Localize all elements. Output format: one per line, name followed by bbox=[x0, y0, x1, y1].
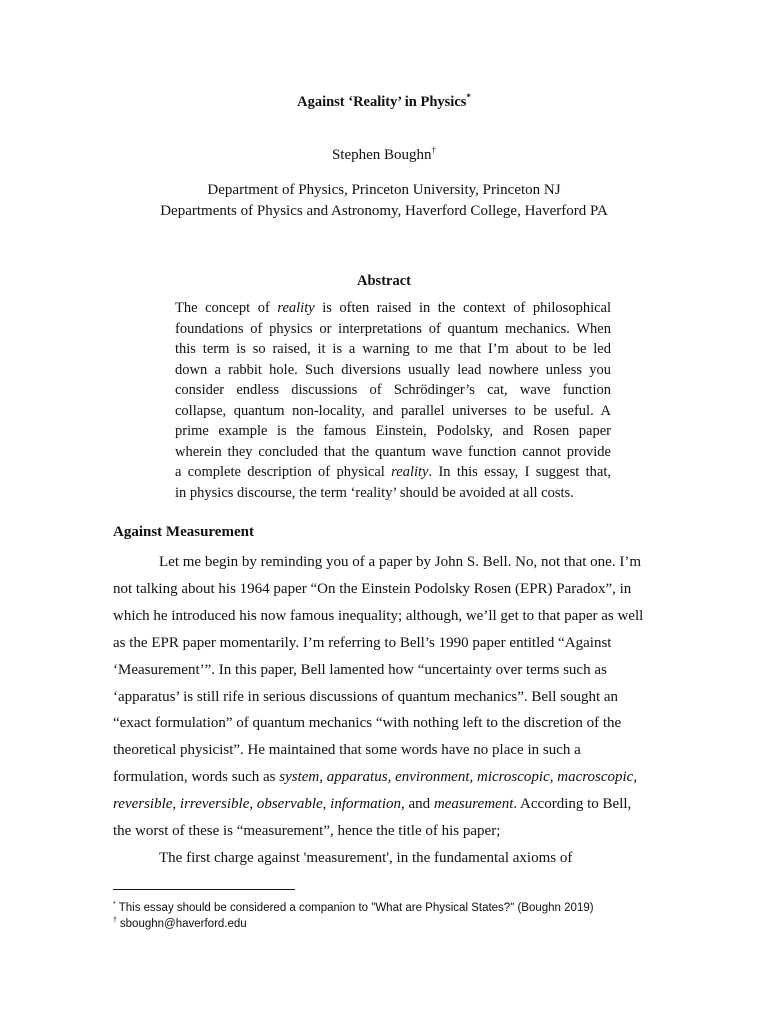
italic-text: reality bbox=[277, 300, 315, 316]
abstract-line bbox=[175, 339, 611, 359]
body-line bbox=[113, 713, 651, 733]
footnote-2-mark: † bbox=[113, 917, 117, 924]
italic-text: measurement bbox=[433, 796, 514, 813]
affiliation-haverford: Departments of Physics and Astronomy, Haverford College, Haverford PA bbox=[160, 203, 608, 219]
body-line bbox=[159, 848, 651, 868]
text-run: The concept of bbox=[175, 300, 278, 316]
abstract-line bbox=[175, 421, 611, 441]
abstract-line bbox=[175, 483, 611, 503]
paper-title bbox=[0, 94, 768, 111]
text-run: this term is so raised, it is a warning to me that I’m about to be led bbox=[175, 341, 611, 357]
footnote-2-text: sboughn@haverford.edu bbox=[119, 917, 247, 930]
body-line bbox=[113, 740, 651, 760]
footnote-1-mark: * bbox=[113, 901, 116, 908]
text-run: . According to Bell, bbox=[513, 796, 632, 813]
text-run: wherein they concluded that the quantum wave function cannot provide bbox=[175, 443, 611, 460]
abstract-line bbox=[175, 298, 611, 318]
abstract-line bbox=[175, 380, 611, 400]
text-run: which he introduced his now famous inequality; although, we’ll get to that paper as well bbox=[113, 607, 644, 624]
text-run: foundations of physics or interpretations of quantum mechanics. When bbox=[175, 320, 611, 337]
text-run: ‘apparatus’ is still rife in serious discussions of quantum mechanics”. Bell sought an bbox=[113, 688, 619, 705]
paper-title-text: Against ‘Reality’ in Physics bbox=[297, 94, 467, 110]
affiliation-princeton: Department of Physics, Princeton University, Princeton NJ bbox=[207, 182, 561, 198]
author-footnote-mark: † bbox=[431, 145, 437, 155]
text-run: not talking about his 1964 paper “On the Einstein Podolsky Rosen (EPR) Paradox”, in bbox=[113, 580, 632, 597]
footnote-divider bbox=[113, 889, 295, 890]
footnote-1 bbox=[113, 901, 594, 914]
text-run: in physics discourse, the term ‘reality’ should be avoided at all costs. bbox=[175, 484, 574, 501]
text-run: prime example is the famous Einstein, Podolsky, and Rosen paper bbox=[175, 423, 611, 439]
title-footnote-mark: * bbox=[466, 92, 471, 103]
text-run: Let me begin by reminding you of a paper by John S. Bell. No, not that one. I’m bbox=[159, 554, 641, 570]
section-heading: Against Measurement bbox=[113, 524, 254, 540]
text-run: the worst of these is “measurement”, hence the title of his paper; bbox=[113, 823, 501, 839]
abstract-line bbox=[175, 442, 611, 462]
body-line bbox=[113, 579, 651, 599]
text-run: The first charge against 'measurement', in the fundamental axioms of bbox=[159, 849, 573, 866]
italic-text: system, apparatus, environment, microscopic, macroscopic, bbox=[279, 769, 638, 786]
body-line bbox=[113, 767, 651, 787]
text-run: and bbox=[404, 796, 434, 813]
text-run: ‘Measurement’”. In this paper, Bell lamented how “uncertainty over terms such as bbox=[113, 661, 607, 678]
body-line bbox=[113, 794, 651, 814]
italic-text: reversible, irreversible, observable, information, bbox=[113, 796, 405, 813]
author-name bbox=[0, 147, 768, 164]
author-name-text: Stephen Boughn bbox=[331, 147, 432, 163]
text-run: formulation, words such as bbox=[113, 769, 280, 786]
abstract-line bbox=[175, 401, 611, 421]
abstract-heading: Abstract bbox=[357, 273, 411, 289]
text-run: theoretical physicist”. He maintained that some words have no place in such a bbox=[113, 742, 581, 759]
body-line bbox=[113, 821, 651, 841]
text-run: “exact formulation” of quantum mechanics “with nothing left to the discretion of the bbox=[113, 715, 622, 732]
body-line bbox=[113, 660, 651, 680]
abstract-line bbox=[175, 360, 611, 380]
text-run: is often raised in the context of philosophical bbox=[314, 300, 612, 316]
text-run: as the EPR paper momentarily. I’m referring to Bell’s 1990 paper entitled “Against bbox=[113, 634, 612, 651]
body-line bbox=[159, 552, 651, 572]
italic-text: reality bbox=[391, 464, 429, 480]
abstract-line bbox=[175, 462, 611, 482]
text-run: . In this essay, I suggest that, bbox=[428, 464, 611, 480]
body-line bbox=[113, 687, 651, 707]
body-line bbox=[113, 633, 651, 653]
text-run: collapse, quantum non-locality, and parallel universes to be useful. A bbox=[175, 402, 611, 419]
text-run: consider endless discussions of Schrödinger’s cat, wave function bbox=[175, 382, 611, 398]
body-line bbox=[113, 606, 651, 626]
text-run: down a rabbit hole. Such diversions usually lead nowhere unless you bbox=[175, 361, 611, 378]
abstract-line bbox=[175, 319, 611, 339]
footnote-1-text: This essay should be considered a companion to "What are Physical States?" (Boughn 2019) bbox=[118, 901, 594, 914]
footnote-2 bbox=[113, 917, 247, 930]
text-run: a complete description of physical bbox=[175, 464, 392, 480]
